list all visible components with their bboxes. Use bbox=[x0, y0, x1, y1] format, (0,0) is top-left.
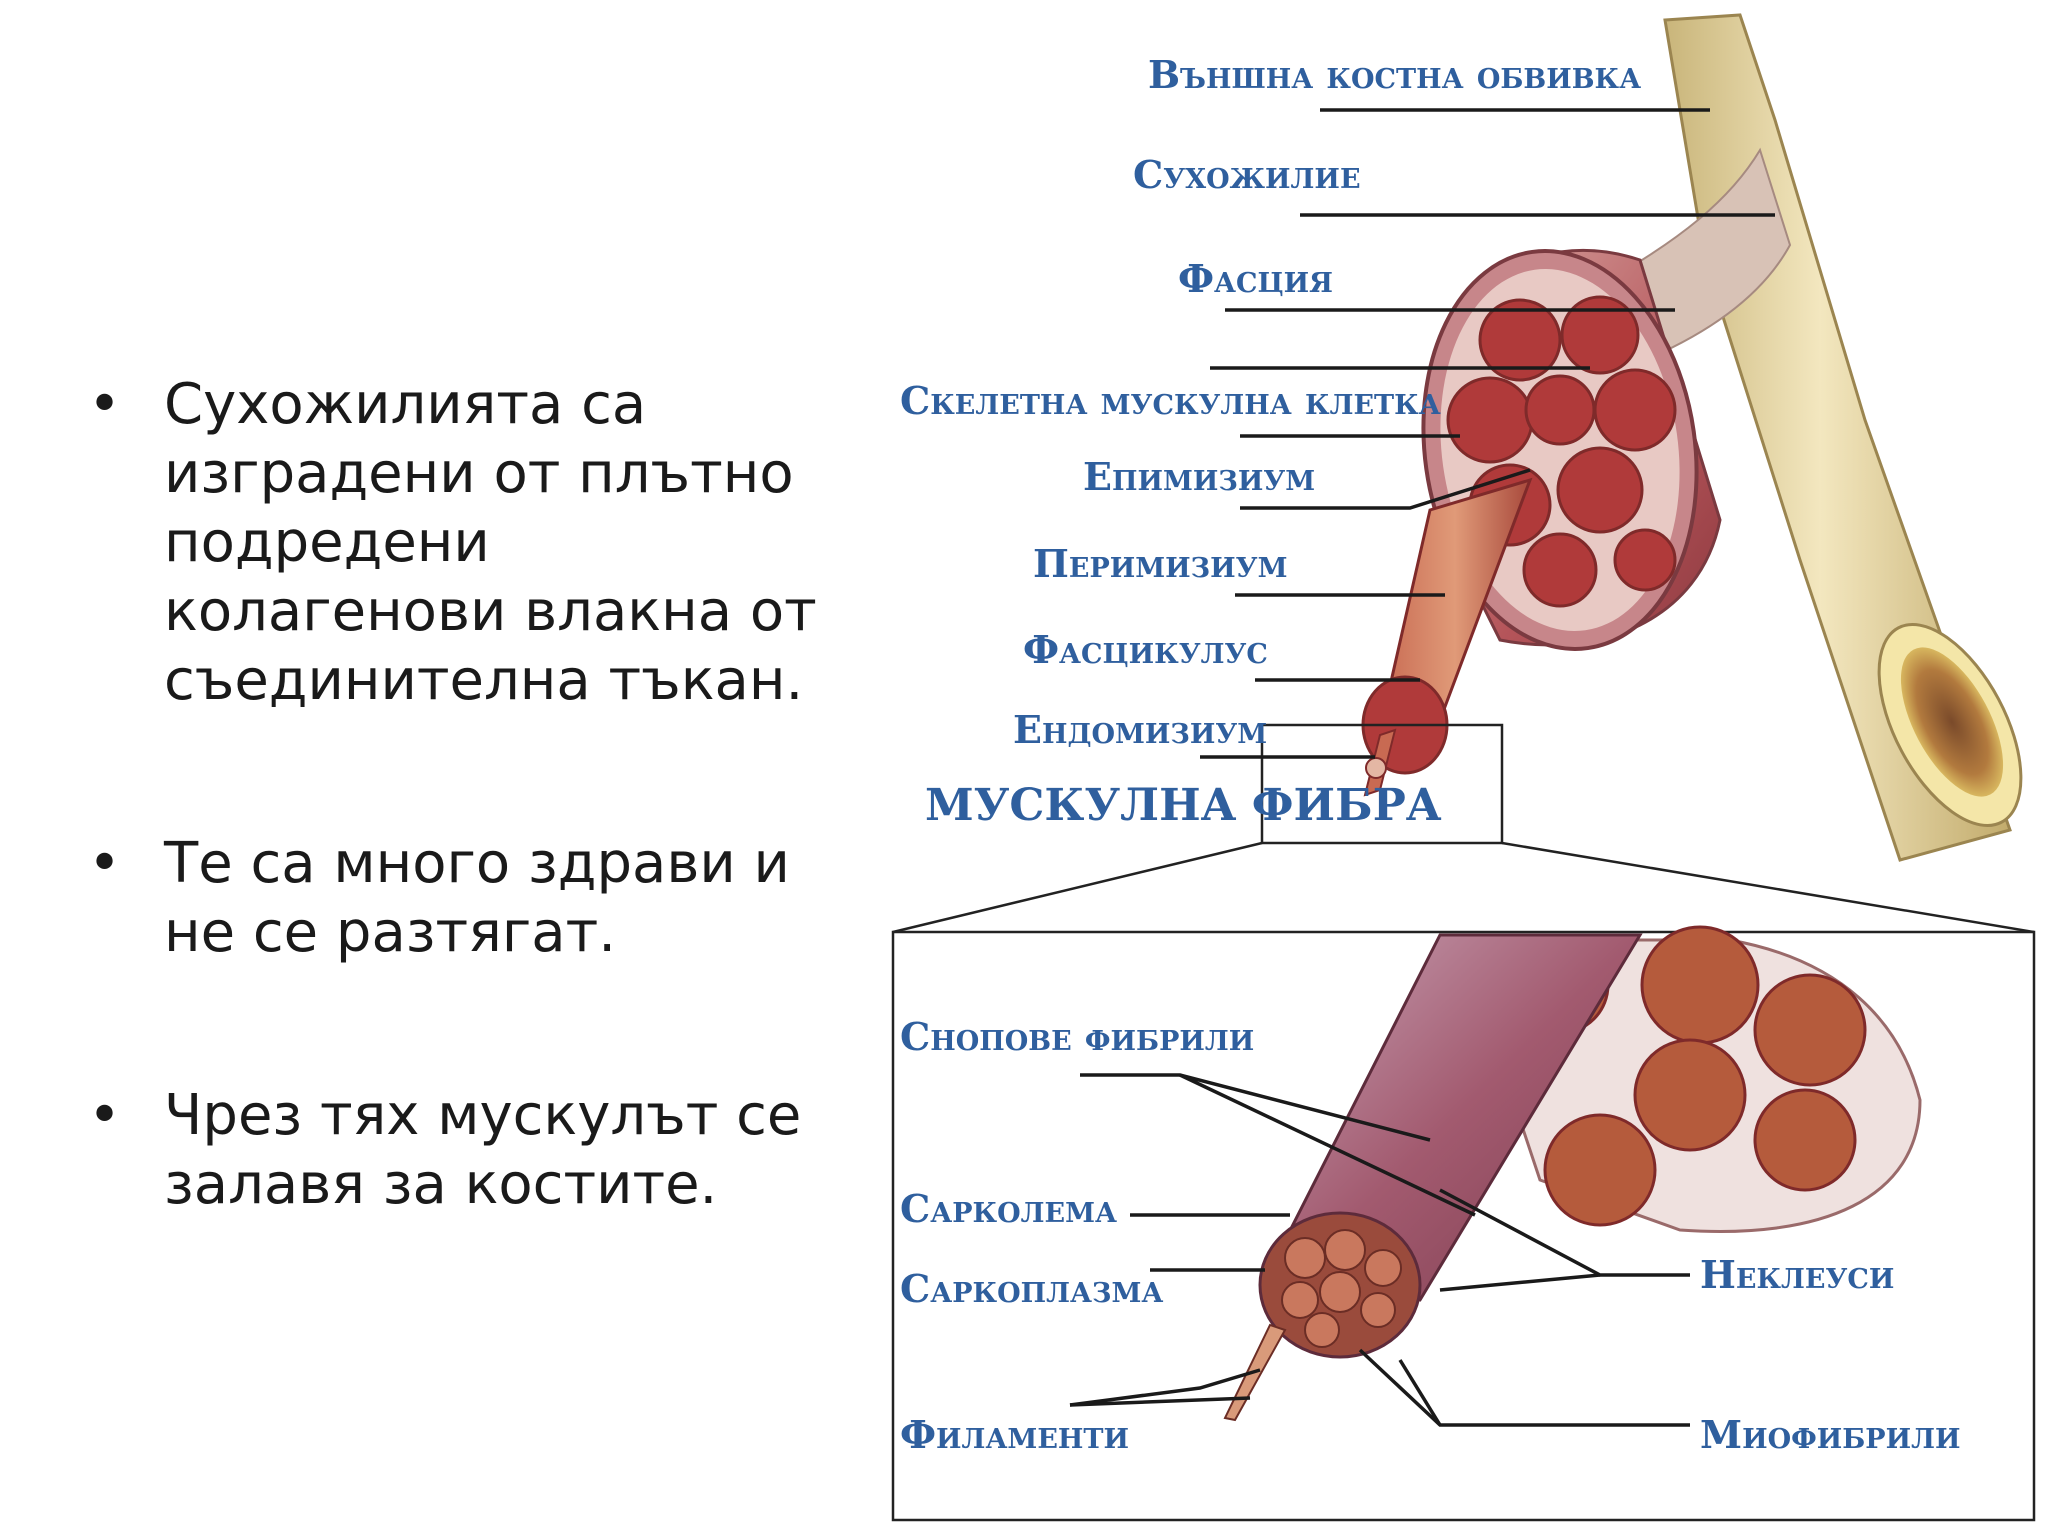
bone bbox=[1665, 15, 2048, 860]
label-tendon: Сухожилие bbox=[1133, 152, 1361, 197]
bullet-dot: • bbox=[88, 831, 122, 896]
label-nuclei: Неклеуси bbox=[1700, 1252, 1895, 1297]
bullet-text: Те са много здрави и не се разтягат. bbox=[164, 831, 790, 965]
label-perimysium: Перимизиум bbox=[1033, 541, 1288, 586]
label-muscle-cell: Скелетна мускулна клетка bbox=[900, 378, 1441, 423]
label-fascicle: Фасцикулус bbox=[1023, 627, 1268, 672]
label-fascia: Фасция bbox=[1178, 256, 1333, 301]
bullet-dot: • bbox=[88, 1083, 122, 1148]
label-filaments: Филаменти bbox=[900, 1412, 1130, 1457]
label-endomysium: Ендомизиум bbox=[1013, 707, 1268, 752]
label-muscle-fiber: МУСКУЛНА ФИБРА bbox=[925, 780, 1442, 831]
label-epimysium: Епимизиум bbox=[1083, 454, 1316, 499]
label-fibril-bundles: Снопове фибрили bbox=[900, 1014, 1255, 1059]
label-sarcoplasm: Саркоплазма bbox=[900, 1266, 1164, 1311]
bullet-dot: • bbox=[88, 372, 122, 437]
label-myofibrils: Миофибрили bbox=[1700, 1412, 1961, 1457]
bullet-text: Сухожилията са изградени от плътно подредени колагенови влакна от съединителна тъкан. bbox=[164, 372, 817, 713]
bullet-text: Чрез тях мускулът се залавя за костите. bbox=[164, 1083, 802, 1217]
label-sarcolemma: Сарколема bbox=[900, 1186, 1117, 1231]
label-periosteum: Външна костна обвивка bbox=[1148, 52, 1642, 97]
enlarged-muscle-fiber bbox=[1225, 927, 1920, 1420]
